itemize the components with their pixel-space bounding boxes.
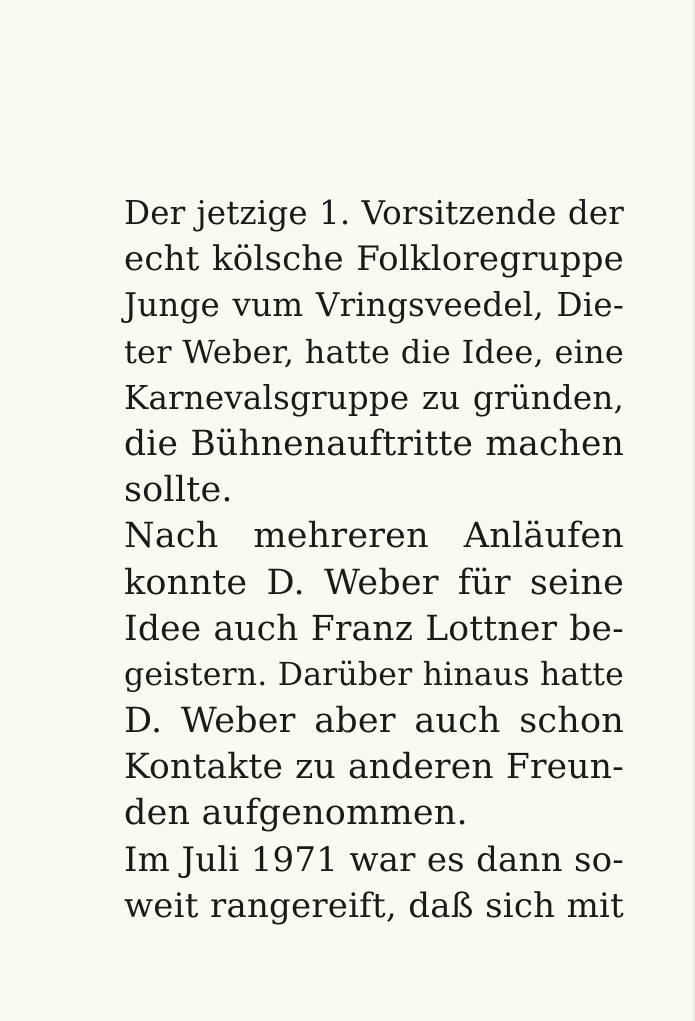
text-line: sollte. xyxy=(124,470,233,511)
text-line: Nach mehreren Anläufen xyxy=(124,516,624,557)
text-line: Kontakte zu anderen Freun- xyxy=(124,747,624,788)
text-line: Der jetzige 1. Vorsitzende der xyxy=(124,194,624,232)
text-line: echt kölsche Folkloregruppe xyxy=(124,239,624,280)
text-line: die Bühnenauftritte machen xyxy=(124,423,624,464)
text-line: ter Weber, hatte die Idee, eine xyxy=(124,332,624,371)
text-line: Karnevalsgruppe zu gründen, xyxy=(124,378,624,417)
text-line: den aufgenommen. xyxy=(124,793,468,834)
text-line: Junge vum Vringsveedel, Die- xyxy=(124,286,624,325)
text-line: Idee auch Franz Lottner be- xyxy=(124,608,624,649)
text-line: D. Weber aber auch schon xyxy=(124,701,624,742)
body-text xyxy=(124,190,624,929)
text-line: weit rangereift, daß sich mit xyxy=(124,885,624,926)
text-line: konnte D. Weber für seine xyxy=(124,562,624,603)
text-line: Im Juli 1971 war es dann so- xyxy=(124,839,624,880)
text-line: geistern. Darüber hinaus hatte xyxy=(124,656,624,693)
